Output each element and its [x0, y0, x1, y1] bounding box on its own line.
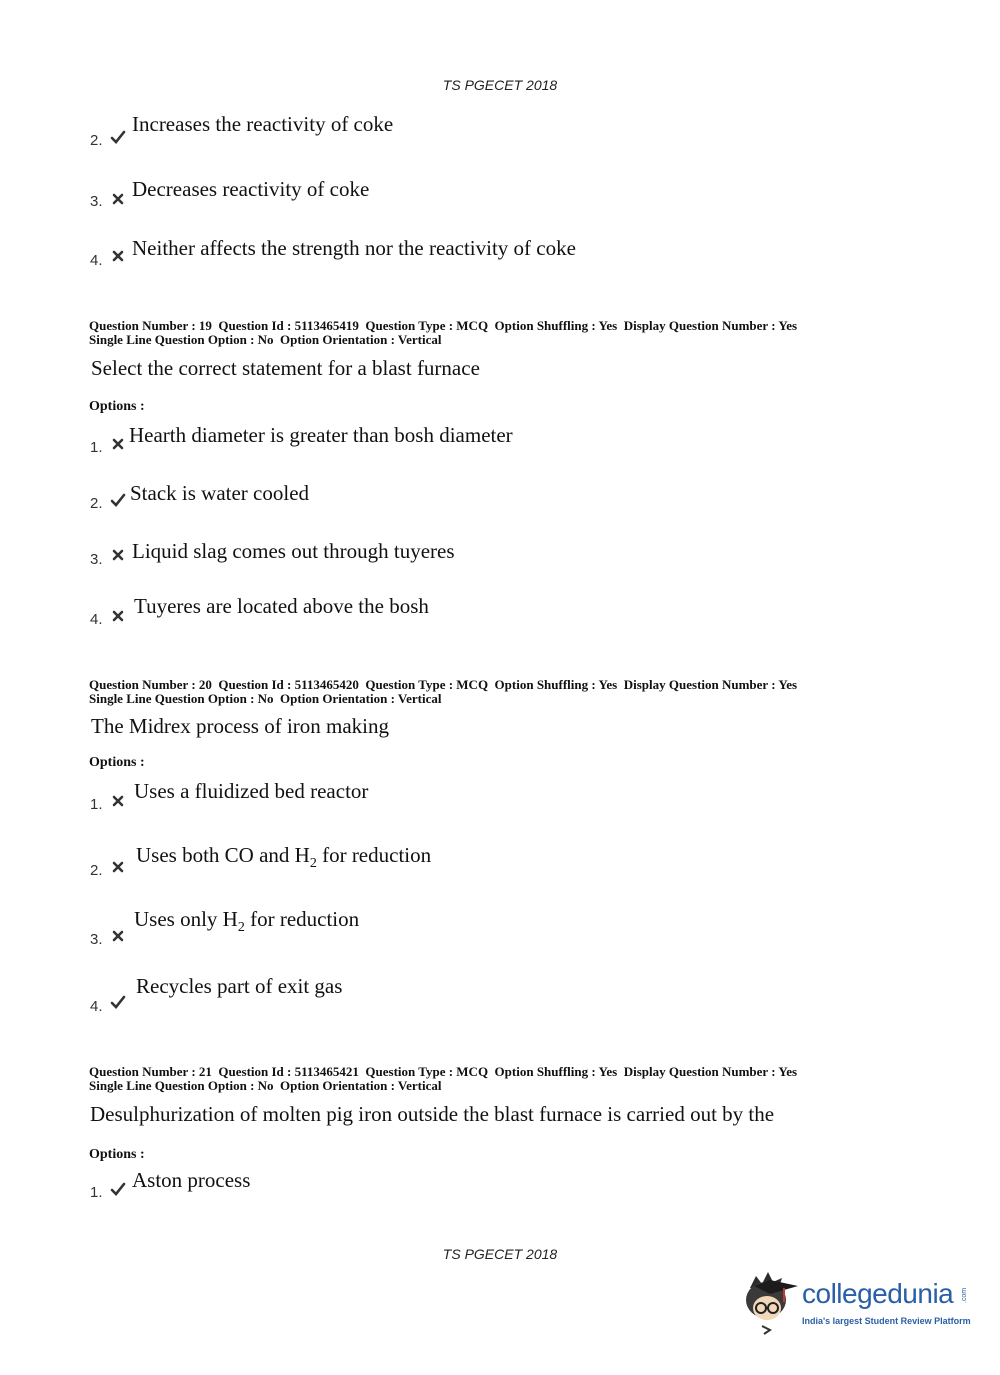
option-text: Aston process [132, 1168, 251, 1192]
option-number: 3. [90, 931, 103, 948]
option-number: 1. [90, 1184, 103, 1201]
question-meta: Question Number : 19 Question Id : 5113465419 Question Type : MCQ Option Shuffling : Yes Display Question Number : Yes Single Line Question Option : No Option Orientation : Vertical [89, 318, 798, 347]
cross-icon [110, 928, 126, 944]
option-item [88, 423, 888, 463]
cross-icon [110, 191, 126, 207]
option-number: 3. [90, 551, 103, 568]
question-text: Desulphurization of molten pig iron outside the blast furnace is carried out by the [90, 1102, 775, 1126]
option-item [88, 779, 888, 819]
option-item [88, 177, 888, 217]
option-number: 4. [90, 998, 103, 1015]
option-number: 4. [90, 611, 103, 628]
cross-icon [110, 608, 126, 624]
option-text: Uses a fluidized bed reactor [134, 779, 369, 803]
option-number: 3. [90, 193, 103, 210]
logo-domain-suffix: .com [961, 1287, 969, 1304]
option-item [88, 539, 888, 579]
option-text: Decreases reactivity of coke [132, 177, 370, 201]
option-item [88, 112, 888, 152]
option-item [88, 1168, 888, 1208]
logo-tagline: India's largest Student Review Platform [802, 1316, 971, 1326]
option-number: 1. [90, 439, 103, 456]
options-label: Options : [89, 1147, 145, 1162]
cross-icon [110, 859, 126, 875]
option-item [88, 236, 888, 276]
question-text: Select the correct statement for a blast furnace [91, 356, 480, 380]
cross-icon [110, 547, 126, 563]
option-number: 4. [90, 252, 103, 269]
option-item [88, 481, 888, 521]
collegedunia-logo [740, 1268, 970, 1340]
student-mascot-icon [740, 1268, 800, 1338]
option-text: Increases the reactivity of coke [132, 112, 394, 136]
option-number: 2. [90, 495, 103, 512]
page-footer: TS PGECET 2018 [442, 1246, 558, 1262]
option-text: Tuyeres are located above the bosh [134, 594, 429, 618]
question-meta: Question Number : 20 Question Id : 5113465420 Question Type : MCQ Option Shuffling : Yes Display Question Number : Yes Single Line Question Option : No Option Orientation : Vertical [89, 677, 798, 706]
option-text: Uses only $H_2$ for reduction [134, 907, 360, 936]
cross-icon [110, 436, 126, 452]
option-number: 1. [90, 796, 103, 813]
question-meta: Question Number : 21 Question Id : 5113465421 Question Type : MCQ Option Shuffling : Yes Display Question Number : Yes Single Line Question Option : No Option Orientation : Vertical [89, 1064, 798, 1093]
option-text: Uses both CO and $H_2$ for reduction [136, 843, 432, 872]
option-number: 2. [90, 862, 103, 879]
option-text: Neither affects the strength nor the reactivity of coke [132, 236, 576, 260]
options-label: Options : [89, 755, 145, 770]
option-text: Liquid slag comes out through tuyeres [132, 539, 455, 563]
question-text: The Midrex process of iron making [91, 714, 390, 738]
check-icon [110, 492, 126, 508]
check-icon [110, 1181, 126, 1197]
options-label: Options : [89, 399, 145, 414]
option-item [88, 594, 888, 634]
option-text: Stack is water cooled [130, 481, 310, 505]
option-item [88, 974, 888, 1014]
cross-icon [110, 248, 126, 264]
page-header: TS PGECET 2018 [442, 77, 558, 93]
option-item [88, 907, 888, 947]
option-number: 2. [90, 132, 103, 149]
logo-wordmark: collegedunia [802, 1278, 954, 1309]
check-icon [110, 994, 126, 1010]
cross-icon [110, 793, 126, 809]
option-text: Hearth diameter is greater than bosh diameter [129, 423, 513, 447]
option-item [88, 843, 888, 883]
option-text: Recycles part of exit gas [136, 974, 343, 998]
check-icon [110, 129, 126, 145]
